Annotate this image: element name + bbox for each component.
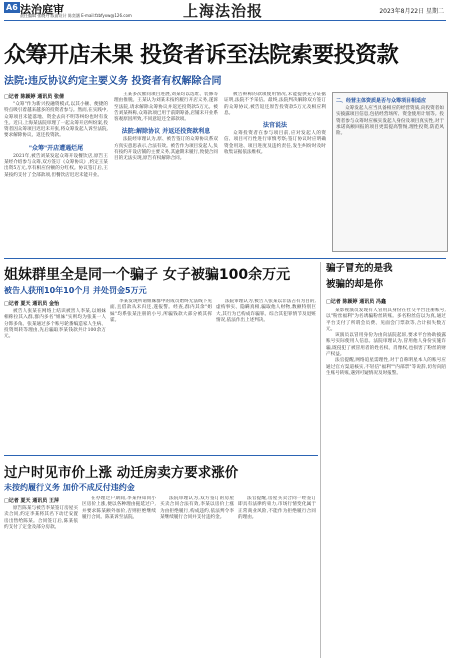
story2-byline: □记者 夏天 通讯员 金怡 — [4, 301, 59, 307]
section-divider — [4, 258, 446, 259]
lead-subhead: "众筹"开店遭遇烂尾 — [28, 144, 84, 152]
issue-date: 2023年8月22日 星期二 — [379, 8, 444, 15]
masthead-rule — [4, 20, 446, 21]
lead-subhead: 法院:解除协议 并返还投资款利息 — [121, 128, 211, 136]
sidebar-note-text: 众筹发起人应当具备相应的经营资质,向投资者如实披露项目信息,包括经营场所、资金使用计划等。投资者参与众筹时应核实发起人身份及项目真实性,对于承诺高额回报的项目更需提高警惕,理性投资,防范风险。 — [336, 106, 444, 137]
lead-byline: □记者 陈颖婷 通讯员 张倩 — [4, 94, 64, 100]
page-number-badge: A6 — [6, 3, 18, 12]
lead-column-3 — [224, 92, 326, 252]
story2-paragraph: 被告人张某在网络上结识被害人李某,以姐妹相称拉其入群,群内多名"姐妹"实则均为张某一人分饰多角。张某通过多个账号轮番编造家人生病、投资周转等理由,先后骗取李某钱款共计100余万元。 — [4, 309, 106, 340]
story3-paragraph: 在办理过户期间,李某得知同小区房价上涨,便以各种理由拖延过户,并要求陈某额外加价,否则拒绝继续履行合同。陈某诉至法院。 — [82, 496, 156, 520]
lead-subheadline: 法院:违反协议约定主要义务 投资者有权解除合同 — [4, 76, 222, 87]
staff-credits: 责任编辑 张晓丹 版面设计 陈奕涵 E-mail:fzbfyxw@126.com — [20, 13, 132, 18]
newspaper-logo: 上海法治报 — [183, 2, 264, 20]
side-paragraph: 某影视演员发现有人冒用其身份在社交平台注册账号,以"粉丝福利"为名诱骗粉丝转账。多名粉丝信以为真,通过平台支付了所谓会员费、见面会门票款等,合计损失数万元。 — [326, 308, 446, 332]
story3-column-4 — [238, 496, 316, 662]
sidebar-note-title: 二、经营主体资质是否与众筹项目相适应 — [336, 98, 427, 104]
side-headline-line2: 被骗的却是你 — [326, 279, 384, 290]
lead-column-1 — [4, 92, 108, 252]
story2-headline: 姐妹群里全是同一个骗子 女子被骗100余万元 — [4, 267, 291, 283]
lead-paragraph: 王某多次催问项目进展,刘某均以选址、装修等理由推脱。王某认为刘某未按约履行开店义务,遂诉至法院,请求解除众筹协议并返还投资款5万元。被告刘某辩称,众筹款项已用于前期筹备,店铺未开业系客观原因所致,不同意返还全部款项。 — [114, 92, 218, 123]
lead-paragraph: 众筹投资者在参与项目前,应对发起人的资信、项目可行性进行审慎考察;签订协议时应明确资金用途、项目进度及违约责任,发生纠纷时及时收集证据依法维权。 — [224, 131, 326, 156]
story3-paragraph: 原告陈某与被告李某签订房屋买卖合同,约定李某将其名下动迁安置房出售给陈某。合同签订后,陈某依约支付了定金及部分房款。 — [4, 506, 78, 530]
story3-column-3 — [160, 496, 234, 662]
section-divider — [4, 455, 318, 456]
story2-paragraph: 李某发现所谓姐妹群中的成员始终无法线下见面,且借款从未归还,遂报警。经查,群内其余"姐妹"均系张某注册的小号,所骗钱款大部分被其挥霍。 — [110, 299, 212, 323]
sidebar-note — [336, 96, 444, 248]
side-column — [326, 308, 446, 658]
story2-column-3 — [216, 299, 316, 451]
lead-paragraph: 2021年,被告刘某发起众筹开设餐饮店,原告王某经介绍参与众筹,双方签订《众筹协议》,约定王某出资5万元,享有相应份额的分红权。协议签订后,王某按约支付了全部款项,但餐饮店迟迟未能开业。 — [4, 153, 108, 178]
column-divider — [320, 262, 321, 658]
lead-paragraph: "众筹"作为新兴投融资模式,以其小额、便捷的特点吸引着越来越多的投资者参与。然而,在实践中,众筹项目未能落地、资金去向不明等纠纷也时有发生。近日,上海某法院审理了一起众筹开店纠纷案,投资者因众筹项目迟迟未开张,将众筹发起人诉至法院,要求解除协议、返还投资款。 — [4, 102, 108, 139]
masthead — [0, 0, 450, 20]
story3-column-1 — [4, 496, 78, 662]
side-headline-line1: 骗子冒充的是我 — [326, 263, 393, 274]
story2-column-1 — [4, 299, 106, 451]
story2-paragraph: 法院审理认为,被告人张某以非法占有为目的,虚构事实、隐瞒真相,骗取他人财物,数额特别巨大,其行为已构成诈骗罪。综合其犯罪情节及退赃情况,依法作出上述判决。 — [216, 299, 316, 323]
section-title: 法治庭审 — [20, 3, 64, 16]
story2-column-2 — [110, 299, 212, 451]
side-paragraph: 该演员以冒用身份为由向法院起诉,要求平台协助披露账号实际使用人信息。法院审理认为,冒用他人身份实施诈骗,既侵犯了被冒用者的姓名权、肖像权,也损害了粉丝的财产权益。 — [326, 333, 446, 358]
lead-column-2 — [114, 92, 218, 252]
story3-headline: 过户时见市价上涨 动迁房卖方要求涨价 — [4, 465, 239, 481]
lead-subhead: 法官说法 — [262, 122, 287, 130]
story3-paragraph: 法院审理认为,双方签订的房屋买卖合同合法有效,李某以房价上涨为由拒绝履行,构成违约,依法判令李某继续履行合同并支付违约金。 — [160, 496, 234, 520]
lead-paragraph: 法院经审理认为,原、被告签订的众筹协议系双方真实意思表示,合法有效。被告作为项目发起人,负有按约开设店铺的主要义务,其逾期未履行,致使合同目的无法实现,原告有权解除合同。 — [114, 137, 218, 162]
story2-subheadline: 被告人获刑10年10个月 并处罚金5万元 — [4, 286, 147, 295]
story3-byline: □记者 夏天 通讯员 王萍 — [4, 498, 59, 504]
side-byline: □记者 陈颖婷 通讯员 冯鑫 — [326, 299, 386, 305]
side-paragraph: 法官提醒,网络追星需理性,对于自称明星本人的账号应通过官方渠道核实,不轻信"福利""内部票"等说辞,切勿向陌生账号转账,遇到可疑情况及时报警。 — [326, 358, 446, 376]
story3-column-2 — [82, 496, 156, 662]
story3-subheadline: 未按约履行义务 加价不成反付违约金 — [4, 483, 135, 492]
lead-headline: 众筹开店未果 投资者诉至法院索要投资款 — [4, 43, 399, 68]
lead-paragraph: 被告辩称的款项使用情况,未能提供充分证据证明,法院不予采信。最终,法院判决解除双方签订的众筹协议,被告返还原告投资款5万元及相应利息。 — [224, 92, 326, 116]
story3-paragraph: 法官提醒,房屋买卖合同一经签订即具有法律约束力,市场行情变化属于正常商业风险,不能作为拒绝履行合同的理由。 — [238, 496, 316, 520]
sidebar-note-box — [332, 92, 448, 252]
